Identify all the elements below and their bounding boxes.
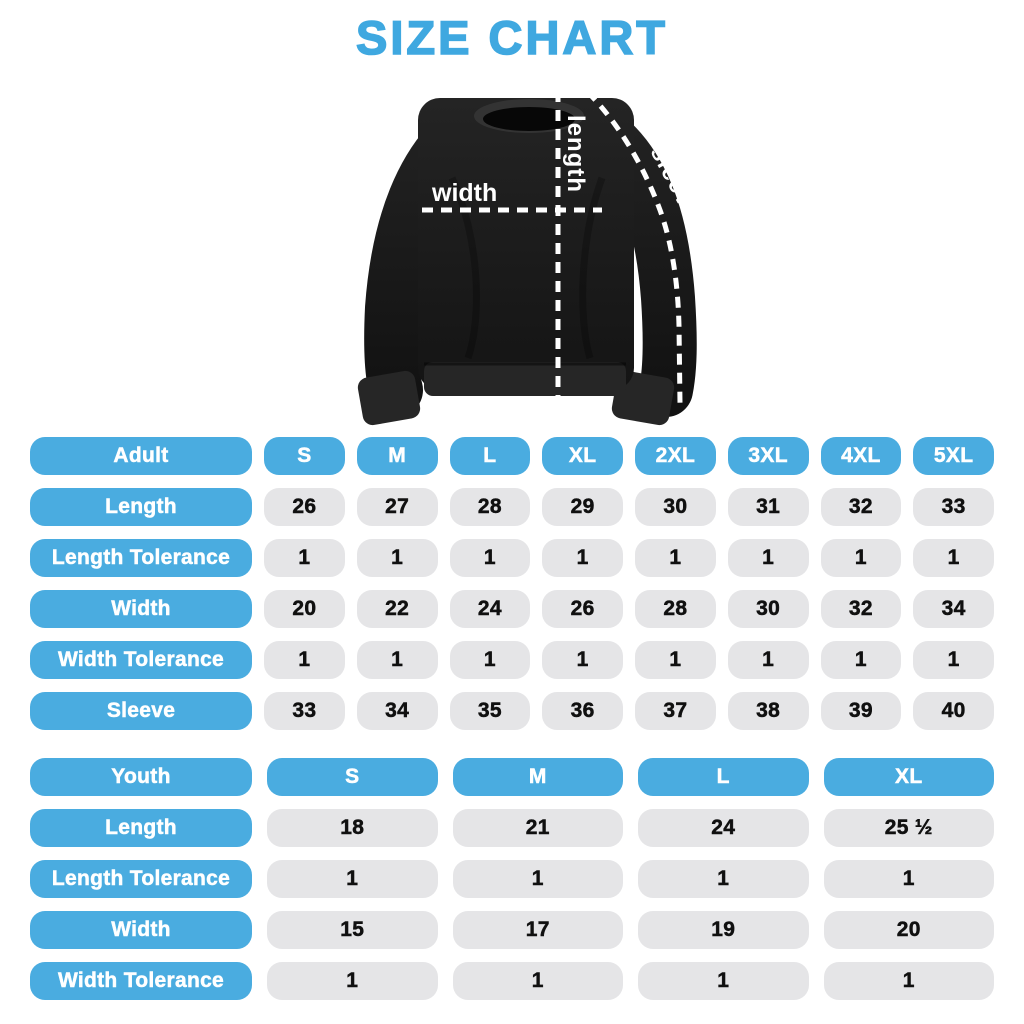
row-label-pill: Length	[30, 809, 252, 847]
sweatshirt-measurement-diagram	[330, 58, 730, 438]
value-pill: 29	[542, 488, 623, 526]
value-pill: 1	[450, 539, 531, 577]
value-pill: 1	[542, 539, 623, 577]
value-pill: 20	[824, 911, 995, 949]
value-pill: 24	[450, 590, 531, 628]
value-pill: 1	[453, 962, 624, 1000]
value-pill: 35	[450, 692, 531, 730]
value-pill: 1	[638, 860, 809, 898]
row-label-pill: Width Tolerance	[30, 962, 252, 1000]
value-pill: 30	[728, 590, 809, 628]
value-pill: 1	[913, 641, 994, 679]
value-pill: 27	[357, 488, 438, 526]
value-pill: 1	[824, 962, 995, 1000]
row-label-pill: Sleeve	[30, 692, 252, 730]
value-pill: 28	[635, 590, 716, 628]
value-pill: 26	[264, 488, 345, 526]
width-label: width	[432, 179, 498, 207]
row-label-pill: Length	[30, 488, 252, 526]
size-header-pill: L	[450, 437, 531, 475]
value-pill: 21	[453, 809, 624, 847]
size-header-pill: S	[264, 437, 345, 475]
size-header-pill: M	[357, 437, 438, 475]
sweatshirt-diagram-svg	[330, 58, 730, 438]
value-pill: 34	[913, 590, 994, 628]
value-pill: 18	[267, 809, 438, 847]
value-pill: 1	[542, 641, 623, 679]
length-label: length	[562, 115, 589, 193]
value-pill: 37	[635, 692, 716, 730]
row-label-pill: Length Tolerance	[30, 539, 252, 577]
value-pill: 1	[453, 860, 624, 898]
sweatshirt-hem	[424, 362, 626, 396]
row-label-pill: Width	[30, 590, 252, 628]
value-pill: 17	[453, 911, 624, 949]
value-pill: 1	[635, 641, 716, 679]
value-pill: 1	[267, 860, 438, 898]
row-label-pill: Length Tolerance	[30, 860, 252, 898]
value-pill: 1	[450, 641, 531, 679]
value-pill: 32	[821, 590, 902, 628]
size-header-pill: XL	[824, 758, 995, 796]
value-pill: 1	[267, 962, 438, 1000]
sweatshirt-body	[418, 98, 634, 390]
value-pill: 1	[824, 860, 995, 898]
size-header-pill: S	[267, 758, 438, 796]
value-pill: 1	[913, 539, 994, 577]
row-label-pill: Width	[30, 911, 252, 949]
page-title: SIZE CHART	[356, 11, 668, 64]
table-header-label-pill: Adult	[30, 437, 252, 475]
size-header-pill: 3XL	[728, 437, 809, 475]
value-pill: 33	[913, 488, 994, 526]
value-pill: 40	[913, 692, 994, 730]
value-pill: 36	[542, 692, 623, 730]
value-pill: 30	[635, 488, 716, 526]
value-pill: 33	[264, 692, 345, 730]
value-pill: 1	[821, 539, 902, 577]
value-pill: 38	[728, 692, 809, 730]
size-header-pill: L	[638, 758, 809, 796]
value-pill: 1	[635, 539, 716, 577]
value-pill: 1	[357, 539, 438, 577]
size-header-pill: XL	[542, 437, 623, 475]
value-pill: 39	[821, 692, 902, 730]
sweatshirt-collar-opening	[483, 107, 575, 131]
size-header-pill: M	[453, 758, 624, 796]
value-pill: 1	[728, 641, 809, 679]
value-pill: 25 ½	[824, 809, 995, 847]
table-header-label-pill: Youth	[30, 758, 252, 796]
value-pill: 19	[638, 911, 809, 949]
sweatshirt-left-cuff	[356, 369, 421, 426]
value-pill: 31	[728, 488, 809, 526]
adult-size-table	[30, 437, 994, 730]
value-pill: 1	[821, 641, 902, 679]
value-pill: 15	[267, 911, 438, 949]
value-pill: 1	[264, 539, 345, 577]
value-pill: 22	[357, 590, 438, 628]
value-pill: 1	[638, 962, 809, 1000]
value-pill: 28	[450, 488, 531, 526]
value-pill: 34	[357, 692, 438, 730]
value-pill: 32	[821, 488, 902, 526]
value-pill: 26	[542, 590, 623, 628]
size-header-pill: 2XL	[635, 437, 716, 475]
value-pill: 1	[357, 641, 438, 679]
size-header-pill: 4XL	[821, 437, 902, 475]
size-header-pill: 5XL	[913, 437, 994, 475]
value-pill: 1	[264, 641, 345, 679]
youth-size-table	[30, 758, 994, 1000]
sleeve-label: sleeve	[644, 141, 706, 224]
value-pill: 20	[264, 590, 345, 628]
value-pill: 1	[728, 539, 809, 577]
row-label-pill: Width Tolerance	[30, 641, 252, 679]
value-pill: 24	[638, 809, 809, 847]
